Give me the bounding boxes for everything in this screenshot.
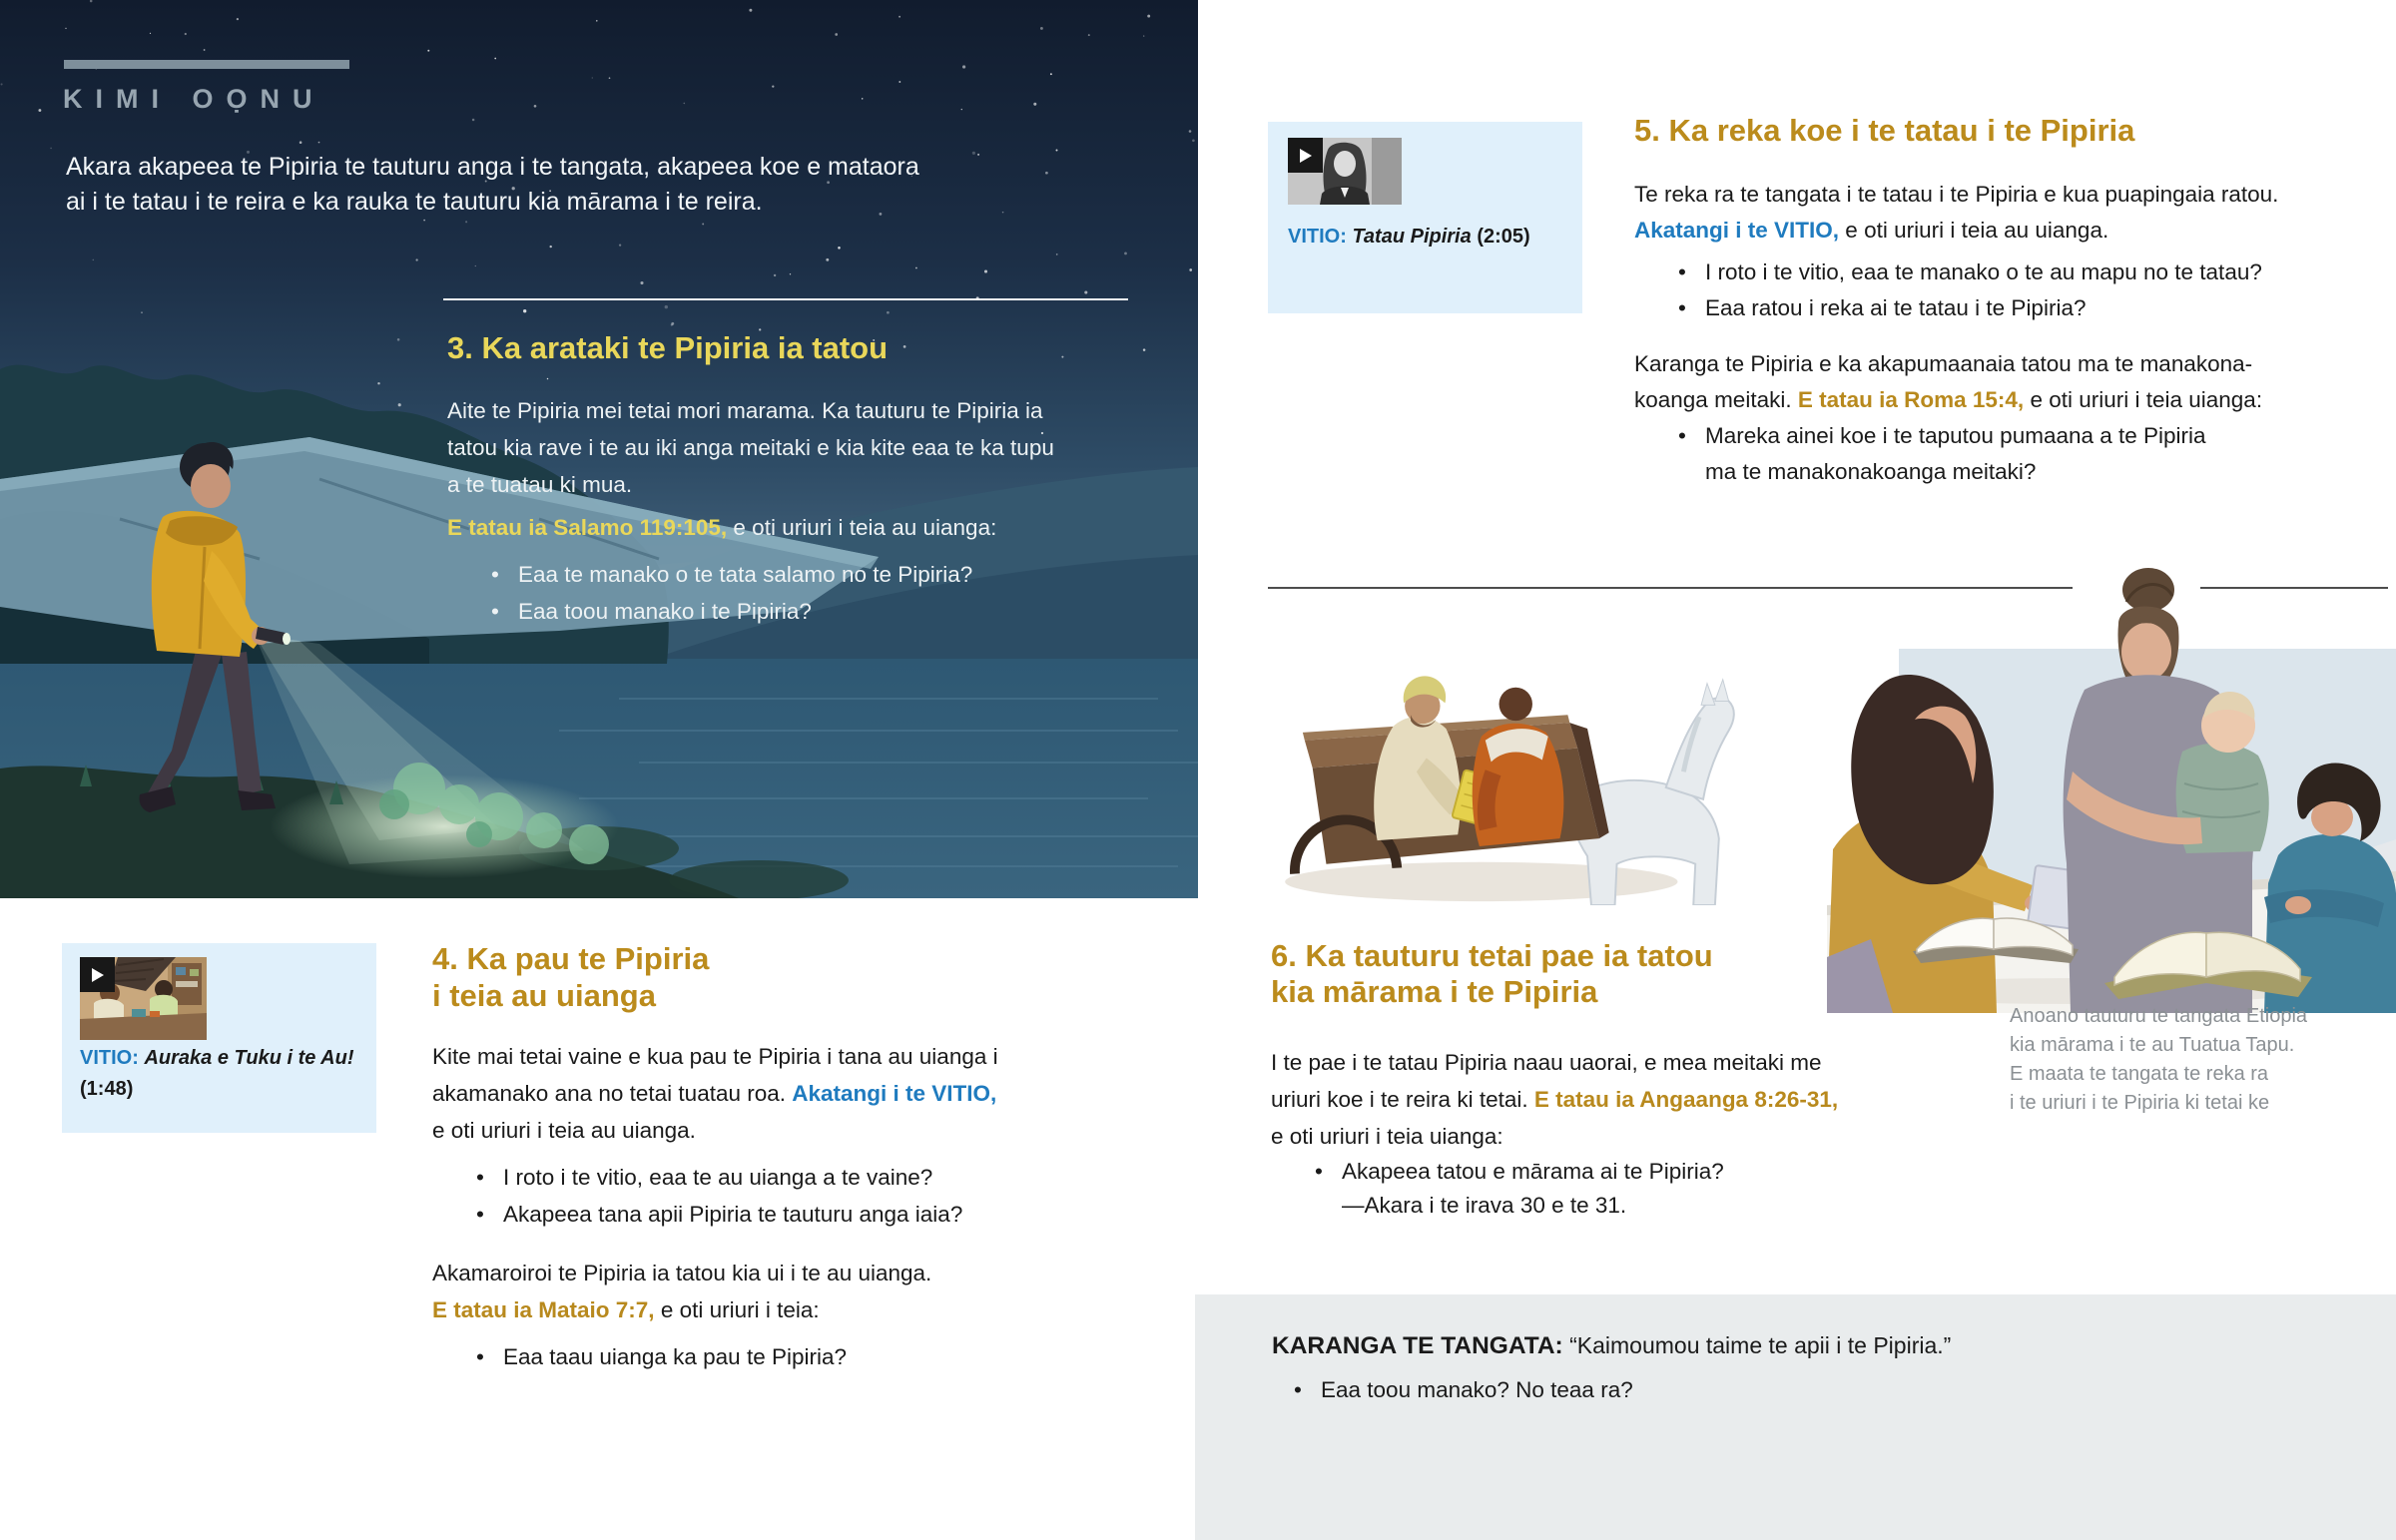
question-item: • Eaa te manako o te tata salamo no te Pipiria? [491, 556, 1146, 593]
question-item: • Eaa ratou i reka ai te tatau i te Pipiria? [1678, 290, 2373, 326]
kicker-title: KIMI OỌNU [63, 84, 325, 114]
question-item: • I roto i te vitio, eaa te au uianga a te vaine? [476, 1159, 1071, 1196]
kicker-bar [64, 60, 349, 69]
video2-label [1288, 222, 1530, 253]
scripture-link-angaanga[interactable]: E tatau ia Angaanga 8:26-31, [1533, 1087, 1839, 1112]
section4-title: 4. Ka pau te Pipiria i teia au uianga [432, 941, 710, 1013]
section3-title: 3. Ka arataki te Pipiria ia tatou [447, 330, 889, 365]
section3-body: Aite te Pipiria mei tetai mori marama. Ka tauturu te Pipiria ia tatou kia rave i te au iki anga meitaki e kia kite eaa te ka tupu a te tuatau ki mua. [447, 398, 1054, 497]
intro-line-2: ai i te tatau i te reira e ka rauka te tauturu kia mārama i te reira. [66, 188, 763, 216]
scripture-link-mataio[interactable]: E tatau ia Mataio 7:7, [432, 1297, 655, 1322]
video-duration: (1:48) [80, 1078, 134, 1100]
video-thumbnail[interactable] [1288, 138, 1402, 205]
quote-text: “Kaimoumou taime te apii i te Pipiria.” [1569, 1332, 1952, 1358]
video-card-auraka[interactable] [62, 943, 376, 1133]
hero-section [0, 0, 1198, 898]
question-item: • Mareka ainei koe i te taputou pumaana a te Pipiria ma te manakonakoanga meitaki? [1678, 418, 2373, 490]
video-label-prefix[interactable]: VITIO: [80, 1047, 139, 1069]
section6-title: 6. Ka tauturu tetai pae ia tatou kia mārama i te Pipiria [1271, 938, 1713, 1009]
scripture-link-roma[interactable]: E tatau ia Roma 15:4, [1797, 387, 2025, 412]
question-item: • Akapeea tatou e mārama ai te Pipiria? —Akara i te irava 30 e te 31. [1315, 1155, 1910, 1223]
video-link[interactable]: Akatangi i te VITIO, [792, 1081, 997, 1106]
section-5 [1634, 112, 2373, 490]
video-title[interactable]: Auraka e Tuku i te Au! [144, 1047, 354, 1069]
section-6 [1271, 938, 1910, 1223]
illustration-caption: Anoano tauturu te tangata Etiopia kia mārama i te au Tuatua Tapu. E maata te tangata te reka ra i te uriuri i te Pipiria ki tetai ke [2010, 1005, 2308, 1114]
section4-paragraph2: Akamaroiroi te Pipiria ia tatou kia ui i te au uianga. E tatau ia Mataio 7:7, e oti uriuri i teia: [432, 1261, 932, 1322]
quote-box [1195, 1294, 2396, 1540]
section5-paragraph2: Karanga te Pipiria e ka akapumaanaia tatou ma te manakona- koanga meitaki. E tatau ia Roma 15:4, e oti uriuri i teia uianga: [1634, 351, 2263, 412]
play-icon[interactable] [80, 957, 115, 992]
video-title[interactable]: Tatau Pipiria [1352, 226, 1472, 248]
question-item: • Eaa toou manako i te Pipiria? [491, 593, 1146, 630]
question-item: • Eaa taau uianga ka pau te Pipiria? [476, 1338, 1071, 1375]
section4-body: Kite mai tetai vaine e kua pau te Pipiria i tana au uianga i akamanako ana no tetai tuatau roa. Akatangi i te VITIO, e oti uriuri i teia au uianga. [432, 1044, 998, 1143]
section3-rule [443, 298, 1128, 300]
question-item: • Akapeea tana apii Pipiria te tauturu anga iaia? [476, 1196, 1071, 1233]
section5-questions [1678, 255, 2373, 326]
question-item: • Eaa toou manako? No teaa ra? [1294, 1372, 1633, 1408]
section6-questions [1315, 1155, 1910, 1223]
scripture-link-salamo[interactable]: E tatau ia Salamo 119:105, [447, 515, 728, 540]
question-item: • I roto i te vitio, eaa te manako o te au mapu no te tatau? [1678, 255, 2373, 290]
section4-questions [476, 1159, 1071, 1233]
video-duration: (2:05) [1477, 226, 1530, 248]
section3-questions [491, 556, 1146, 630]
video-card-tatau[interactable] [1268, 122, 1582, 313]
quote-label: KARANGA TE TANGATA: [1272, 1332, 1563, 1359]
section-3 [447, 329, 1146, 630]
section3-reading: E tatau ia Salamo 119:105, e oti uriuri i teia au uianga: [447, 515, 997, 540]
video-link[interactable]: Akatangi i te VITIO, [1634, 218, 1840, 243]
quote-line [1272, 1328, 1951, 1363]
section5-title: 5. Ka reka koe i te tatau i te Pipiria [1634, 113, 2135, 148]
section-4 [432, 940, 1071, 1375]
video-label-prefix[interactable]: VITIO: [1288, 226, 1347, 248]
section5-body: Te reka ra te tangata i te tatau i te Pipiria e kua puapingaia ratou. Akatangi i te VITIO, e oti uriuri i teia au uianga. [1634, 182, 2279, 243]
intro-paragraph [66, 150, 919, 220]
video1-label [80, 1043, 354, 1105]
section5-question3 [1678, 418, 2373, 490]
quote-questions [1294, 1372, 1633, 1408]
section6-body: I te pae i te tatau Pipiria naau uaorai, e mea meitaki me uriuri koe i te reira ki tetai. E tatau ia Angaanga 8:26-31, e oti uriuri i teia uianga: [1271, 1050, 1839, 1149]
section4-question3 [476, 1338, 1071, 1375]
intro-line-1: Akara akapeea te Pipiria te tauturu anga i te tangata, akapeea koe e mataora [66, 153, 919, 181]
video-thumbnail[interactable] [80, 957, 207, 1040]
play-icon[interactable] [1288, 138, 1323, 173]
chariot-illustration [1271, 611, 1790, 905]
family-bible-study-illustration [1827, 554, 2396, 1013]
